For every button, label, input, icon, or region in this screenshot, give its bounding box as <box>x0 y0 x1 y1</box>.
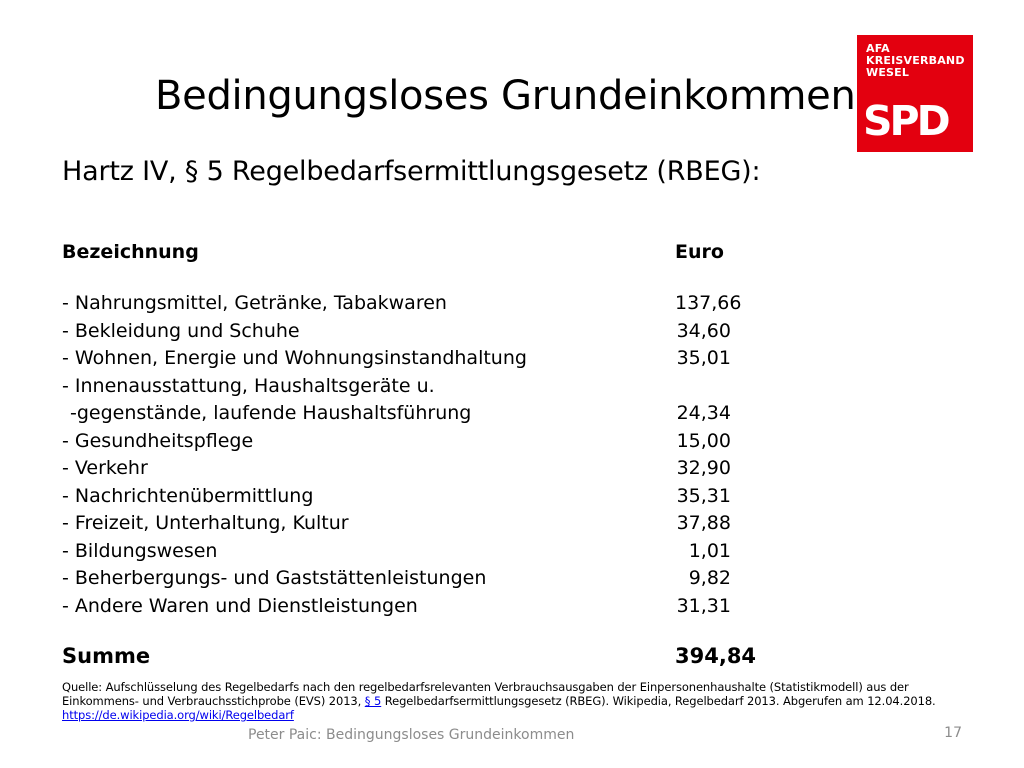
row-label: - Verkehr <box>62 457 148 479</box>
logo-line-kreisverband: KREISVERBAND <box>866 54 965 67</box>
row-label: - Innenausstattung, Haushaltsgeräte u. <box>62 374 435 397</box>
row-label: - Gesundheitspflege <box>62 429 254 452</box>
table-row <box>62 428 782 456</box>
row-amount: 35,31 <box>676 484 731 507</box>
header-value: Euro <box>675 241 724 263</box>
sum-value: 394,84 <box>675 644 757 668</box>
row-label-continuation: -gegenstände, laufende Haushaltsführung <box>70 402 472 424</box>
row-amount: 137,66 <box>675 292 742 314</box>
rbeg-link[interactable]: § 5 <box>364 694 382 708</box>
source-text-1: Quelle: Aufschlüsselung des Regelbedarfs nach den regelbedarfsrelevanten Verbrauchsausgaben der Einpersonenhaushalte (Statistikmodell) aus der Einkommens- und Verbrauchsstichprobe (EVS) 2013, <box>62 680 909 708</box>
row-label: - Bekleidung und Schuhe <box>62 319 300 342</box>
row-amount: 9,82 <box>688 567 731 589</box>
row-amount: 32,90 <box>676 457 731 479</box>
table-row <box>62 538 782 566</box>
table-row <box>62 373 782 428</box>
table-row <box>62 565 782 593</box>
cost-table <box>62 290 782 620</box>
sum-label: Summe <box>62 644 151 668</box>
header-label: Bezeichnung <box>62 241 199 263</box>
logo-line-wesel: WESEL <box>866 66 910 79</box>
table-row <box>62 455 782 483</box>
row-amount: 15,00 <box>676 429 731 452</box>
row-label: - Wohnen, Energie und Wohnungsinstandhaltung <box>62 347 527 369</box>
row-label: - Freizeit, Unterhaltung, Kultur <box>62 512 349 534</box>
sum-row <box>62 641 782 671</box>
source-note <box>62 680 962 722</box>
row-label: - Beherbergungs- und Gaststättenleistungen <box>62 567 487 589</box>
row-label: - Nahrungsmittel, Getränke, Tabakwaren <box>62 292 447 314</box>
slide-subtitle: Hartz IV, § 5 Regelbedarfsermittlungsgesetz (RBEG): <box>62 156 761 187</box>
table-header <box>62 238 762 266</box>
slide-footer: Peter Paic: Bedingungsloses Grundeinkommen <box>248 727 575 743</box>
table-row <box>62 483 782 511</box>
table-row <box>62 290 782 318</box>
logo-line-afa: AFA <box>866 42 890 55</box>
slide-title: Bedingungsloses Grundeinkommen <box>155 73 856 119</box>
row-amount: 1,01 <box>688 539 731 562</box>
row-label: - Bildungswesen <box>62 539 218 562</box>
source-text-2: Regelbedarfsermittlungsgesetz (RBEG). Wikipedia, Regelbedarf 2013. Abgerufen am 12.04.2018. <box>381 694 936 708</box>
table-row <box>62 318 782 346</box>
row-amount: 34,60 <box>676 319 731 342</box>
logo-brand-spd: SPD <box>863 97 948 145</box>
row-amount: 35,01 <box>676 347 731 369</box>
spd-logo <box>857 35 973 152</box>
row-amount: 24,34 <box>676 402 731 424</box>
row-label: - Nachrichtenübermittlung <box>62 484 314 507</box>
page-number: 17 <box>944 725 962 741</box>
table-row <box>62 510 782 538</box>
row-amount: 37,88 <box>676 512 731 534</box>
wikipedia-link[interactable]: https://de.wikipedia.org/wiki/Regelbedarf <box>62 708 294 722</box>
row-label: - Andere Waren und Dienstleistungen <box>62 594 418 617</box>
table-row <box>62 593 782 621</box>
row-amount: 31,31 <box>676 594 731 617</box>
table-row <box>62 345 782 373</box>
